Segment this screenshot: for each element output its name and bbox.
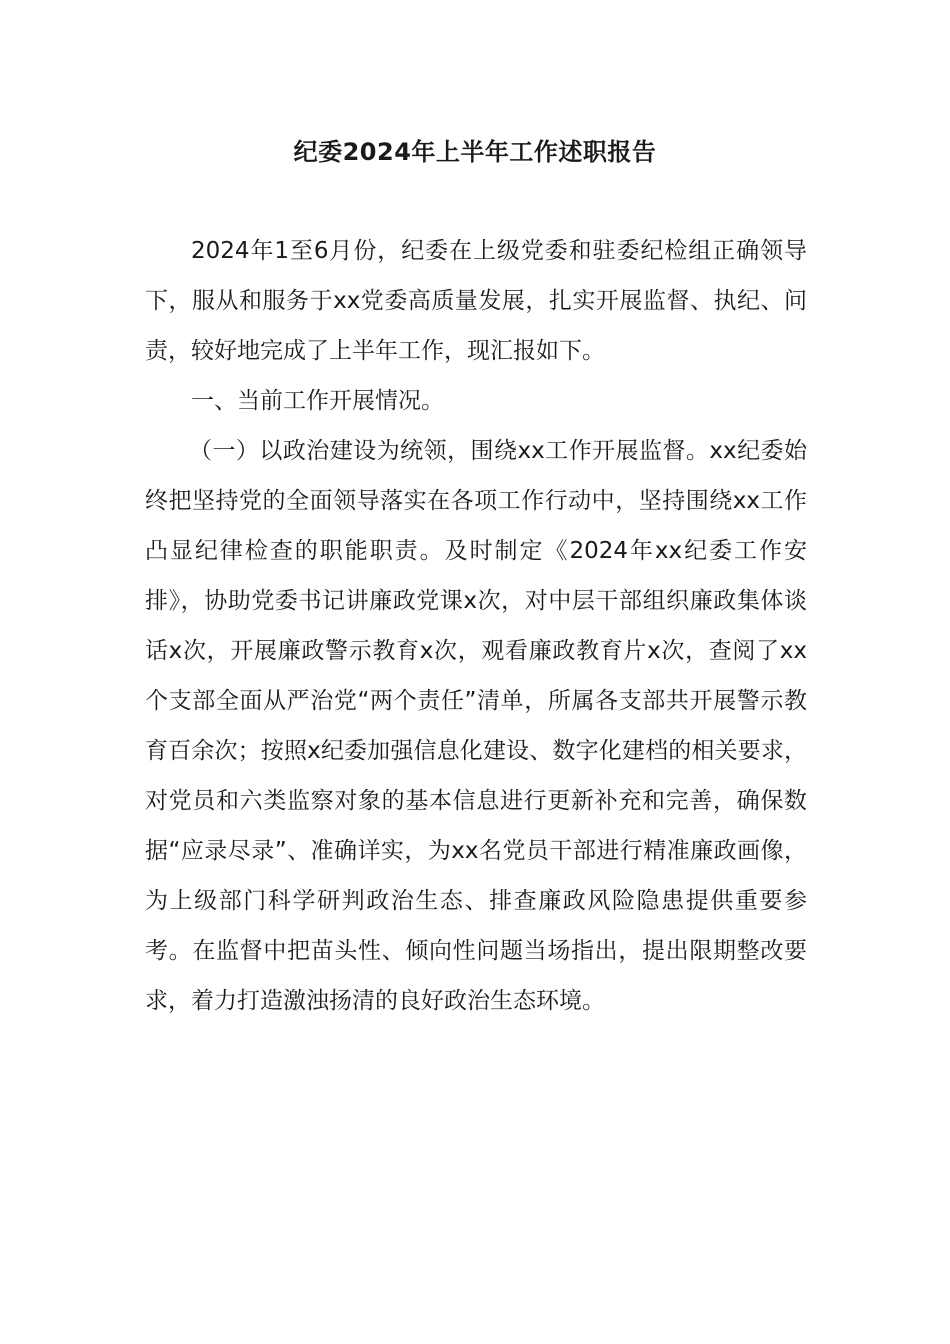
section-heading: 一、当前工作开展情况。 [191,388,444,414]
document-body [145,226,807,1026]
document-title: 纪委2024年上半年工作述职报告 [293,138,657,166]
paragraph-subsection-1: （一）以政治建设为统领，围绕xx工作开展监督。xx纪委始终把坚持党的全面领导落实在各项工作行动中，坚持围绕xx工作凸显纪律检查的职能职责。及时制定《2024年xx纪委工作安排》，协助党委书记讲廉政党课x次，对中层干部组织廉政集体谈话x次，开展廉政警示教育x次，观看廉政教育片x次，查阅了xx个支部全面从严治党“两个责任”清单，所属各支部共开展警示教育百余次；按照x纪委加强信息化建设、数字化建档的相关要求，对党员和六类监察对象的基本信息进行更新补充和完善，确保数据“应录尽录”、准确详实，为xx名党员干部进行精准廉政画像，为上级部门科学研判政治生态、排查廉政风险隐患提供重要参考。在监督中把苗头性、倾向性问题当场指出，提出限期整改要求，着力打造激浊扬清的良好政治生态环境。 [145,438,807,1014]
paragraph-intro: 2024年1至6月份，纪委在上级党委和驻委纪检组正确领导下，服从和服务于xx党委高质量发展，扎实开展监督、执纪、问责，较好地完成了上半年工作，现汇报如下。 [145,238,807,364]
